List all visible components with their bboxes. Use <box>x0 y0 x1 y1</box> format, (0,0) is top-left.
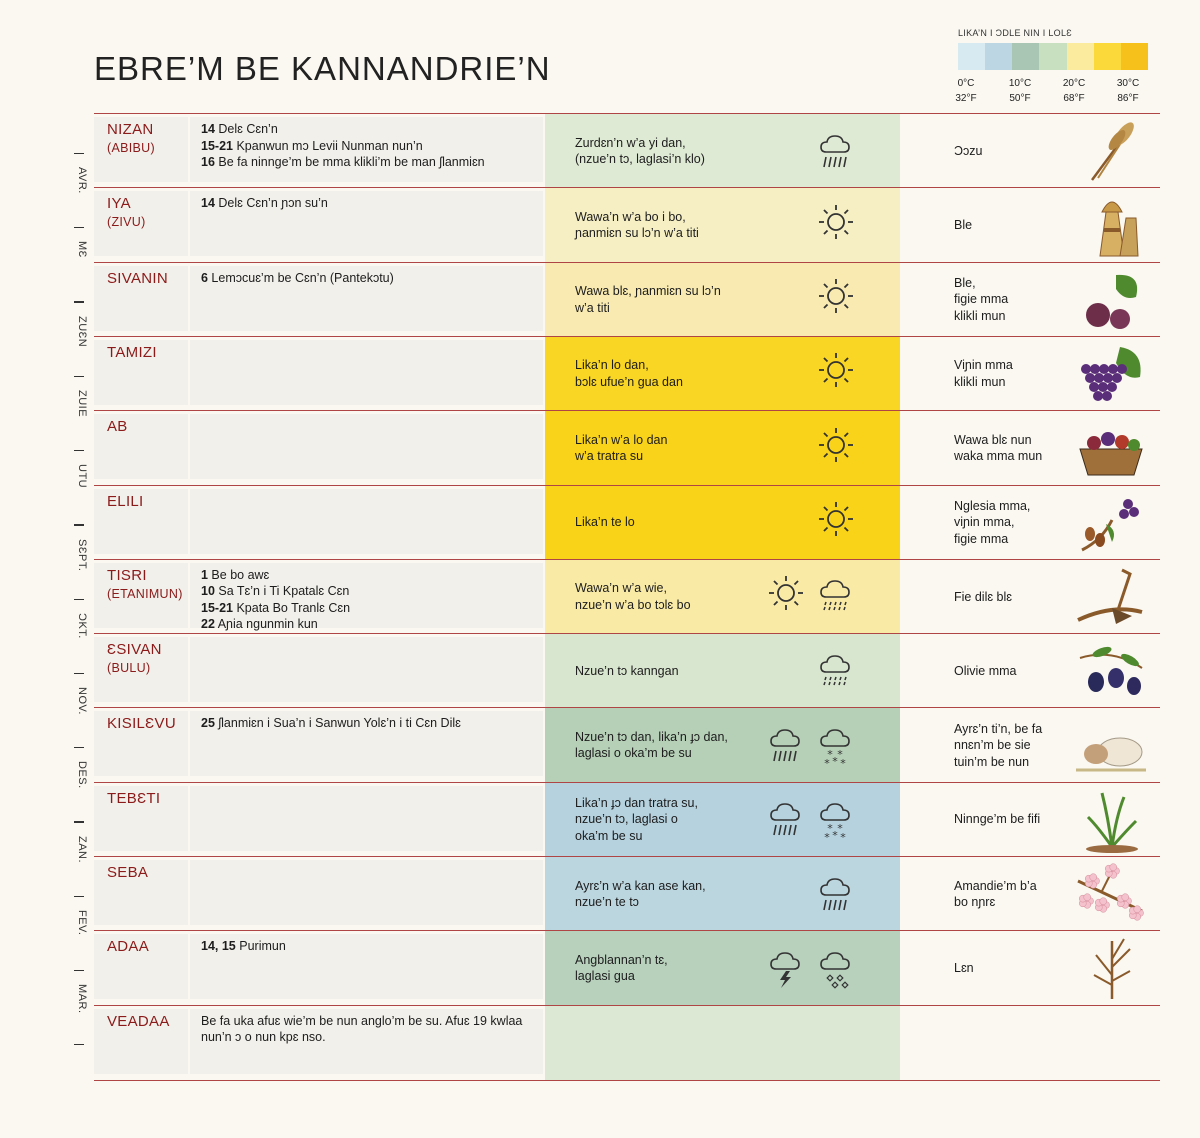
events-cell <box>190 117 543 182</box>
sprouts-icon <box>1072 787 1150 853</box>
produce-description <box>954 811 1084 828</box>
events-cell <box>190 711 543 776</box>
weather-description <box>575 580 765 613</box>
event-text: Kpata Bo Tranlɛ Cɛn <box>232 600 351 615</box>
legend-tick <box>1000 76 1040 106</box>
month-row <box>94 930 1160 1005</box>
weather-icons <box>814 502 858 546</box>
weather-description <box>575 135 765 168</box>
weather-line: nzue’n te tɔ <box>575 895 639 909</box>
weather-line: oka’m be su <box>575 828 643 843</box>
event-item <box>201 616 541 633</box>
produce-line: Ble <box>954 218 973 233</box>
events-list <box>201 715 541 732</box>
weather-line: Nzue’n tɔ kanngan <box>575 663 679 678</box>
event-date: 15-21 <box>201 600 233 615</box>
weather-line: bɔlɛ ufue’n gua dan <box>575 374 683 389</box>
event-date: 15-21 <box>201 138 233 153</box>
gregorian-tick <box>74 227 84 228</box>
event-date: 6 <box>201 270 208 285</box>
weather-icons <box>764 724 858 768</box>
events-list <box>201 195 541 212</box>
legend-title: LIKA’N I ƆDLE NIN I LOLƐ <box>958 28 1072 38</box>
event-date: 14 <box>201 122 215 136</box>
produce-description <box>954 357 1084 390</box>
produce-cell <box>954 411 1154 485</box>
gregorian-month-label: UTU <box>76 464 88 489</box>
produce-cell <box>954 783 1154 857</box>
produce-description <box>954 663 1084 680</box>
event-text: Be fa ninnge’m be mma klikli’m be man ʃlanmiɛn <box>214 155 485 169</box>
weather-line: Wawa’n w’a bo i bo, <box>575 209 686 224</box>
event-date: 14 <box>201 196 215 211</box>
weather-cell <box>545 486 900 560</box>
event-item <box>201 938 541 955</box>
produce-line: viɲin mma, <box>954 515 1015 530</box>
month-row <box>94 1005 1160 1081</box>
event-date: 25 <box>201 716 215 731</box>
weather-cell <box>545 263 900 337</box>
figs-icon <box>1072 267 1150 333</box>
produce-description <box>954 721 1084 771</box>
event-text: Kpanwun mɔ Levii Nunman nun’n <box>232 138 423 153</box>
month-cell <box>94 563 188 628</box>
page-title: EBRE’M BE KANNANDRIE’N <box>94 50 551 87</box>
weather-line: w’a tratra su <box>575 449 644 464</box>
events-cell <box>190 191 543 256</box>
month-cell <box>94 1009 188 1074</box>
weather-cell <box>545 560 900 634</box>
weather-description <box>575 878 765 911</box>
produce-description <box>954 960 1084 977</box>
weather-icons <box>814 130 858 174</box>
month-row <box>94 113 1160 188</box>
gregorian-tick <box>74 970 84 971</box>
produce-line: Lɛn <box>954 961 974 976</box>
weather-line: Lika’n lo dan, <box>575 358 649 373</box>
fruit-basket-icon <box>1072 415 1150 481</box>
weather-icons <box>814 873 858 917</box>
weather-line: Wawa’n w’a wie, <box>575 581 667 596</box>
weather-icons <box>814 427 858 471</box>
event-item <box>201 195 541 212</box>
produce-description <box>954 217 1084 234</box>
svg-text:*: * <box>840 831 846 843</box>
weather-description <box>575 432 765 465</box>
legend-tick-fahrenheit: 68°F <box>1063 93 1085 104</box>
weather-icons <box>764 576 858 620</box>
produce-description <box>954 498 1084 548</box>
legend-swatch <box>1094 43 1121 70</box>
gregorian-month-scale <box>70 113 90 1081</box>
gregorian-tick <box>74 153 84 154</box>
month-cell <box>94 934 188 999</box>
drizzle-icon <box>814 646 858 699</box>
events-list <box>201 938 541 955</box>
produce-line: figie mma <box>954 292 1009 307</box>
produce-line: figie mma <box>954 531 1009 546</box>
month-name: IYA <box>107 195 131 213</box>
produce-cell <box>954 114 1154 188</box>
weather-line: Wawa blɛ, ɲanmiɛn su lɔ’n <box>575 284 721 299</box>
svg-text:*: * <box>832 754 838 768</box>
events-cell <box>190 563 543 632</box>
gregorian-tick <box>74 450 84 451</box>
legend-tick-fahrenheit: 50°F <box>1009 93 1031 104</box>
weather-line: laglasi o oka’m be su <box>575 746 692 761</box>
weather-line: Nzue’n tɔ dan, lika’n ɟɔ dan, <box>575 729 728 744</box>
month-row <box>94 262 1160 337</box>
gregorian-tick <box>74 525 84 526</box>
plow-icon <box>1072 564 1150 630</box>
legend-tick-celsius: 10°C <box>1008 78 1032 89</box>
month-cell <box>94 414 188 479</box>
month-name: ƐSIVAN <box>107 641 162 659</box>
gregorian-tick <box>74 673 84 674</box>
gregorian-tick <box>74 302 84 303</box>
produce-cell <box>954 263 1154 337</box>
events-list <box>201 567 541 633</box>
event-date: 22 <box>201 617 215 632</box>
temperature-legend <box>955 28 1148 104</box>
month-cell <box>94 117 188 182</box>
produce-cell <box>954 337 1154 411</box>
produce-line: Olivie mma <box>954 663 1017 678</box>
weather-description <box>575 663 765 680</box>
weather-cell <box>545 188 900 262</box>
weather-line: (nzue’n tɔ, laglasi’n klo) <box>575 152 705 166</box>
month-row <box>94 187 1160 262</box>
weather-description <box>575 209 765 242</box>
month-row <box>94 856 1160 931</box>
event-item <box>201 270 541 287</box>
legend-tick-celsius: 0°C <box>957 78 975 89</box>
produce-line: tuin’m be nun <box>954 754 1030 769</box>
wheat-sheaf-icon <box>1072 192 1150 258</box>
event-text: Be fa uka afuɛ wie’m be nun anglo’m be su. Afuɛ 19 kwlaa nun’n ɔ o nun kpɛ nso. <box>201 1013 523 1045</box>
weather-cell <box>545 1006 900 1080</box>
weather-line: nzue’n w’a bo tɔlɛ bo <box>575 597 691 612</box>
produce-line: Ayrɛ’n ti’n, be fa <box>954 721 1043 736</box>
produce-cell <box>954 1006 1154 1080</box>
event-text: Be bo awɛ <box>207 567 270 582</box>
gregorian-month-label: DES. <box>76 761 88 790</box>
weather-description <box>575 729 765 762</box>
weather-line: Lika’n ɟɔ dan tratra su, <box>575 795 698 810</box>
event-item <box>201 715 541 732</box>
weather-line: Angblannan’n tɛ, <box>575 952 668 967</box>
month-name: SEBA <box>107 864 149 881</box>
month-row <box>94 782 1160 857</box>
weather-line: w’a titi <box>575 300 610 315</box>
snow-icon <box>814 720 858 773</box>
weather-line: nzue’n tɔ, laglasi o <box>575 812 678 827</box>
month-alt-name: (BULU) <box>107 661 151 676</box>
gregorian-tick <box>74 376 84 377</box>
weather-icons <box>764 799 858 843</box>
olives-icon <box>1072 638 1150 704</box>
month-name: SIVANIN <box>107 269 169 287</box>
month-row <box>94 336 1160 411</box>
month-name: TEBƐTI <box>107 789 161 807</box>
weather-line: ɲanmiɛn su lɔ’n w’a titi <box>575 226 699 241</box>
event-text: ʃlanmiɛn i Sua’n i Sanwun Yolɛ’n i ti Cɛn Dilɛ <box>214 716 461 731</box>
produce-line: Wawa blɛ nun <box>954 432 1032 447</box>
gregorian-month-label: ZAN. <box>76 835 88 863</box>
month-cell <box>94 340 188 405</box>
weather-description <box>575 283 765 316</box>
rain-icon <box>814 869 858 922</box>
month-row <box>94 485 1160 560</box>
gregorian-month-label: NOV. <box>76 687 88 715</box>
weather-icons <box>814 353 858 397</box>
weather-cell <box>545 337 900 411</box>
month-cell <box>94 711 188 776</box>
weather-cell <box>545 634 900 708</box>
event-text: Aɲia ngunmin kun <box>214 617 318 632</box>
month-name: TAMIZI <box>107 343 157 361</box>
svg-text:*: * <box>837 822 843 836</box>
legend-tick <box>1054 76 1094 106</box>
drizzle-icon <box>814 571 858 624</box>
weather-icons <box>814 279 858 323</box>
events-cell <box>190 934 543 999</box>
month-cell <box>94 860 188 925</box>
events-cell <box>190 637 543 702</box>
gregorian-tick <box>74 747 84 748</box>
events-list <box>201 121 541 171</box>
events-cell <box>190 266 543 331</box>
flax-icon <box>1072 935 1150 1001</box>
sun-icon <box>814 348 858 401</box>
sun-icon <box>814 200 858 253</box>
legend-tick-celsius: 20°C <box>1062 78 1086 89</box>
sun-icon <box>814 423 858 476</box>
barley-icon <box>1072 118 1150 184</box>
month-name: TISRI <box>107 566 147 584</box>
snow-icon <box>814 794 858 847</box>
weather-icons <box>814 204 858 248</box>
legend-ticks <box>955 70 1148 104</box>
weather-cell <box>545 783 900 857</box>
month-cell <box>94 786 188 851</box>
produce-cell <box>954 708 1154 782</box>
gregorian-month-label: ZUƐN <box>76 315 88 347</box>
month-row <box>94 410 1160 485</box>
weather-line: Lika’n w’a lo dan <box>575 432 668 447</box>
produce-line: bo nɲrɛ <box>954 895 996 909</box>
produce-description <box>954 878 1084 911</box>
event-item <box>201 567 541 584</box>
produce-description <box>954 143 1084 160</box>
events-cell <box>190 1009 543 1074</box>
event-text: Lemɔcuɛ’m be Cɛn’n (Pantekɔtu) <box>207 270 394 285</box>
svg-text:*: * <box>827 747 833 761</box>
almond-blossom-icon <box>1072 861 1150 927</box>
month-name: VEADAA <box>107 1012 170 1030</box>
gregorian-month-label: SƐPT. <box>76 538 88 571</box>
event-date: 14, 15 <box>201 939 236 954</box>
event-item <box>201 121 541 138</box>
hail-icon <box>814 943 858 996</box>
event-text: Purimun <box>235 939 286 954</box>
sheep-icon <box>1072 712 1150 778</box>
sun-icon <box>814 497 858 550</box>
produce-line: nnɛn’m be sie <box>954 738 1031 753</box>
weather-line: Zurdɛn’n w’a yi dan, <box>575 135 686 150</box>
sun-icon <box>814 274 858 327</box>
produce-cell <box>954 634 1154 708</box>
storm-icon <box>764 943 808 996</box>
produce-cell <box>954 857 1154 931</box>
produce-line: klikli mun <box>954 374 1006 389</box>
month-cell <box>94 266 188 331</box>
events-list <box>201 270 541 287</box>
events-cell <box>190 860 543 925</box>
legend-tick-fahrenheit: 32°F <box>955 93 977 104</box>
event-text: Delɛ Cɛn’n ɲɔn su’n <box>214 196 328 211</box>
produce-description <box>954 275 1084 325</box>
gregorian-tick <box>74 599 84 600</box>
events-cell <box>190 489 543 554</box>
produce-line: Fie dilɛ blɛ <box>954 589 1013 604</box>
event-date: 16 <box>201 155 215 169</box>
produce-description <box>954 589 1084 606</box>
month-cell <box>94 489 188 554</box>
gregorian-tick <box>74 1044 84 1045</box>
legend-swatch <box>1012 43 1039 70</box>
produce-line: klikli mun <box>954 308 1006 323</box>
weather-line: laglasi gua <box>575 969 635 984</box>
weather-cell <box>545 114 900 188</box>
legend-tick <box>1108 76 1148 106</box>
produce-description <box>954 432 1084 465</box>
sun-icon <box>764 571 808 624</box>
legend-swatch <box>1039 43 1066 70</box>
month-name: KISILƐVU <box>107 715 176 733</box>
gregorian-month-label: ZUIE <box>76 389 88 417</box>
legend-tick-celsius: 30°C <box>1116 78 1140 89</box>
svg-text:*: * <box>840 756 846 768</box>
month-name: ADAA <box>107 938 150 956</box>
weather-description <box>575 514 765 531</box>
gregorian-tick <box>74 896 84 897</box>
svg-text:*: * <box>824 831 830 843</box>
legend-swatch <box>1121 43 1148 70</box>
month-row <box>94 707 1160 782</box>
weather-icons <box>814 650 858 694</box>
produce-cell <box>954 486 1154 560</box>
gregorian-month-label: MƐ <box>76 241 88 259</box>
gregorian-month-label: ƆKT. <box>76 612 88 639</box>
weather-line: Lika’n te lo <box>575 515 635 530</box>
month-alt-name: (ETANIMUN) <box>107 586 183 601</box>
month-alt-name: (ABIBU) <box>107 141 155 155</box>
svg-text:*: * <box>827 822 833 836</box>
month-cell <box>94 637 188 702</box>
produce-line: Ble, <box>954 275 976 290</box>
legend-swatch <box>985 43 1012 70</box>
svg-text:*: * <box>824 756 830 768</box>
events-list <box>201 1013 541 1046</box>
event-item <box>201 1013 541 1046</box>
month-name: NIZAN <box>107 121 154 138</box>
event-text: Sa Tɛ’n i Ti Kpatalɛ Cɛn <box>214 584 350 599</box>
legend-tick <box>946 76 986 106</box>
produce-line: Viɲin mma <box>954 358 1013 373</box>
gregorian-tick <box>74 822 84 823</box>
produce-cell <box>954 931 1154 1005</box>
weather-line: Ayrɛ’n w’a kan ase kan, <box>575 878 706 893</box>
produce-cell <box>954 188 1154 262</box>
produce-line: Ɔɔzu <box>954 143 983 158</box>
event-item <box>201 138 541 155</box>
svg-text:*: * <box>837 747 843 761</box>
weather-icons <box>764 947 858 991</box>
month-name: ELILI <box>107 492 144 510</box>
events-cell <box>190 786 543 851</box>
produce-line: Nglesia mma, <box>954 498 1031 513</box>
event-date: 1 <box>201 567 208 582</box>
legend-swatch <box>958 43 985 70</box>
month-alt-name: (ZIVU) <box>107 215 146 230</box>
produce-line: Ninnge’m be fifi <box>954 812 1041 827</box>
month-cell <box>94 191 188 256</box>
gregorian-month-label: AVR. <box>76 167 88 194</box>
grapes-icon <box>1072 341 1150 407</box>
month-row <box>94 559 1160 634</box>
event-item <box>201 583 541 600</box>
gregorian-month-label: FEV. <box>76 910 88 936</box>
weather-cell <box>545 411 900 485</box>
legend-color-bar <box>958 43 1148 70</box>
produce-cell <box>954 560 1154 634</box>
svg-text:*: * <box>832 829 838 843</box>
weather-description <box>575 795 765 845</box>
dates-icon <box>1072 490 1150 556</box>
weather-cell <box>545 931 900 1005</box>
rain-icon <box>764 794 808 847</box>
rain-icon <box>764 720 808 773</box>
events-cell <box>190 340 543 405</box>
weather-cell <box>545 708 900 782</box>
produce-line: waka mma mun <box>954 449 1043 464</box>
gregorian-month-label: MAR. <box>76 984 88 1014</box>
rain-icon <box>814 126 858 179</box>
weather-description <box>575 357 765 390</box>
month-row <box>94 633 1160 708</box>
legend-swatch <box>1067 43 1094 70</box>
weather-description <box>575 952 765 985</box>
event-item <box>201 154 541 171</box>
event-item <box>201 600 541 617</box>
legend-tick-fahrenheit: 86°F <box>1117 93 1139 104</box>
events-cell <box>190 414 543 479</box>
weather-cell <box>545 857 900 931</box>
produce-line: Amandie’m b’a <box>954 878 1037 893</box>
event-text: Delɛ Cɛn’n <box>214 122 278 136</box>
month-name: AB <box>107 418 128 436</box>
event-date: 10 <box>201 584 215 599</box>
